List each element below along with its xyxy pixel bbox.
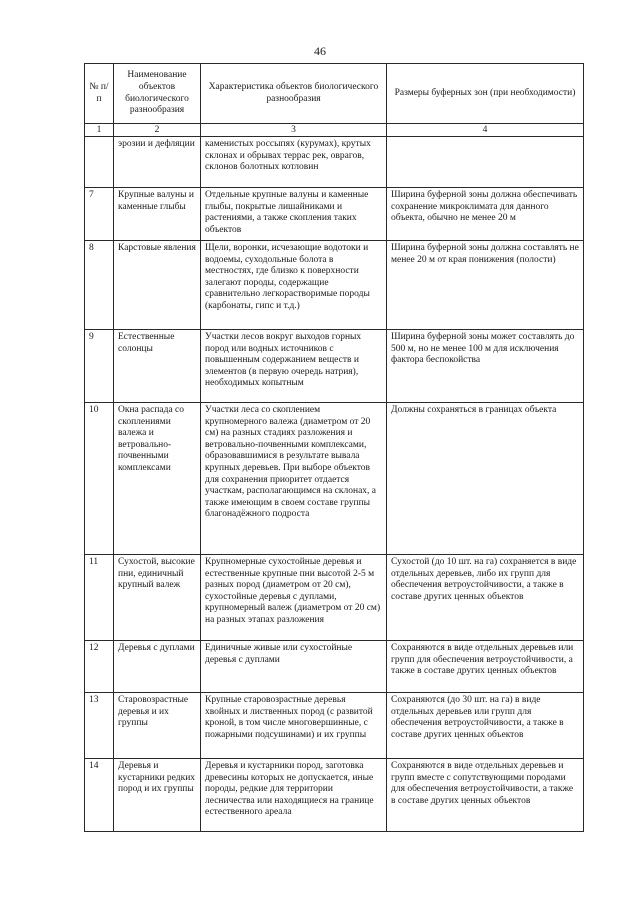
object-name: Окна распада со скоплениями валежа и ветровально-почвенными комплексами (114, 403, 201, 555)
object-characteristics: Крупномерные сухостойные деревья и естественные крупные пни высотой 2-5 м разных пород (диаметром от 20 см), сухостойные деревья с дуплами, крупномерный валеж (диаметром от 20 см) на разных этапах разложения (201, 555, 387, 641)
object-characteristics: Крупные старовозрастные деревья хвойных и лиственных пород (с развитой кроной, в том числе многовершинные, с пожарными подсушинами) и их группы (201, 693, 387, 759)
row-number: 9 (85, 330, 114, 403)
table-row (85, 759, 584, 832)
row-number: 14 (85, 759, 114, 832)
row-number: 13 (85, 693, 114, 759)
buffer-zone-size: Должны сохраняться в границах объекта (387, 403, 584, 555)
header-characteristics: Характеристика объектов биологического разнообразия (201, 64, 387, 124)
object-name: Сухостой, высокие пни, единичный крупный валеж (114, 555, 201, 641)
object-name: Естественные солонцы (114, 330, 201, 403)
object-name: эрозии и дефляции (114, 137, 201, 188)
buffer-zone-size: Ширина буферной зоны должна обеспечивать сохранение микроклимата для данного объекта, обычно не менее 20 м (387, 188, 584, 241)
column-number: 4 (387, 124, 584, 137)
column-number: 3 (201, 124, 387, 137)
object-name: Крупные валуны и каменные глыбы (114, 188, 201, 241)
object-characteristics: каменистых россыпях (курумах), крутых склонах и обрывах террас рек, оврагов, склонов болотных котловин (201, 137, 387, 188)
column-number: 1 (85, 124, 114, 137)
row-number: 10 (85, 403, 114, 555)
buffer-zone-size: Сохраняются в виде отдельных деревьев или групп для обеспечения ветроустойчивости, а также в составе других ценных объектов (387, 641, 584, 693)
object-characteristics: Щели, воронки, исчезающие водотоки и водоемы, суходольные болота в местностях, где близко к поверхности залегают породы, содержащие сравнительно легкорастворимые породы (карбонаты, гипс и т.д.) (201, 241, 387, 330)
table-row (85, 693, 584, 759)
buffer-zone-size: Ширина буферной зоны должна составлять не менее 20 м от края понижения (полости) (387, 241, 584, 330)
table-row (85, 641, 584, 693)
column-numbers-row (85, 124, 584, 137)
table-row (85, 137, 584, 188)
column-number: 2 (114, 124, 201, 137)
buffer-zone-size: Сохраняются в виде отдельных деревьев и групп вместе с сопутствующими породами для обеспечения ветроустойчивости, а также в составе других ценных объектов (387, 759, 584, 832)
table-row (85, 241, 584, 330)
object-characteristics: Единичные живые или сухостойные деревья с дуплами (201, 641, 387, 693)
biodiversity-objects-table (84, 63, 584, 832)
row-number (85, 137, 114, 188)
object-characteristics: Участки лесов вокруг выходов горных пород или водных источников с повышенным содержанием веществ и элементов (в первую очередь натрия), необходимых копытным (201, 330, 387, 403)
table-header-row (85, 64, 584, 124)
table-row (85, 330, 584, 403)
table-row (85, 403, 584, 555)
buffer-zone-size: Сохраняются (до 30 шт. на га) в виде отдельных деревьев или групп для обеспечения ветроустойчивости, а также в составе других ценных объектов (387, 693, 584, 759)
row-number: 7 (85, 188, 114, 241)
buffer-zone-size: Ширина буферной зоны может составлять до 500 м, но не менее 100 м для исключения фактора беспокойства (387, 330, 584, 403)
row-number: 12 (85, 641, 114, 693)
header-num: № п/п (85, 64, 114, 124)
object-name: Старовозрастные деревья и их группы (114, 693, 201, 759)
object-name: Деревья и кустарники редких пород и их группы (114, 759, 201, 832)
object-name: Карстовые явления (114, 241, 201, 330)
page-number: 46 (314, 44, 326, 58)
object-characteristics: Участки леса со скоплением крупномерного валежа (диаметром от 20 см) на разных стадиях разложения и ветровально-почвенными комплексами, образовавшимися в результате вывала крупных деревьев. При выборе объектов для сохранения приоритет отдается участкам, располагающимся на склонах, а также имеющим в своем составе группы благонадёжного подроста (201, 403, 387, 555)
header-buffer-zones: Размеры буферных зон (при необходимости) (387, 64, 584, 124)
object-name: Деревья с дуплами (114, 641, 201, 693)
header-name: Наименование объектов биологического разнообразия (114, 64, 201, 124)
buffer-zone-size: Сухостой (до 10 шт. на га) сохраняется в виде отдельных деревьев, либо их групп для обеспечения ветроустойчивости, а также в составе других ценных объектов (387, 555, 584, 641)
row-number: 8 (85, 241, 114, 330)
object-characteristics: Отдельные крупные валуны и каменные глыбы, покрытые лишайниками и растениями, а также скопления таких объектов (201, 188, 387, 241)
table-row (85, 188, 584, 241)
buffer-zone-size (387, 137, 584, 188)
table-row (85, 555, 584, 641)
row-number: 11 (85, 555, 114, 641)
object-characteristics: Деревья и кустарники пород, заготовка древесины которых не допускается, иные породы, редкие для территории лесничества или находящиеся на границе естественного ареала (201, 759, 387, 832)
